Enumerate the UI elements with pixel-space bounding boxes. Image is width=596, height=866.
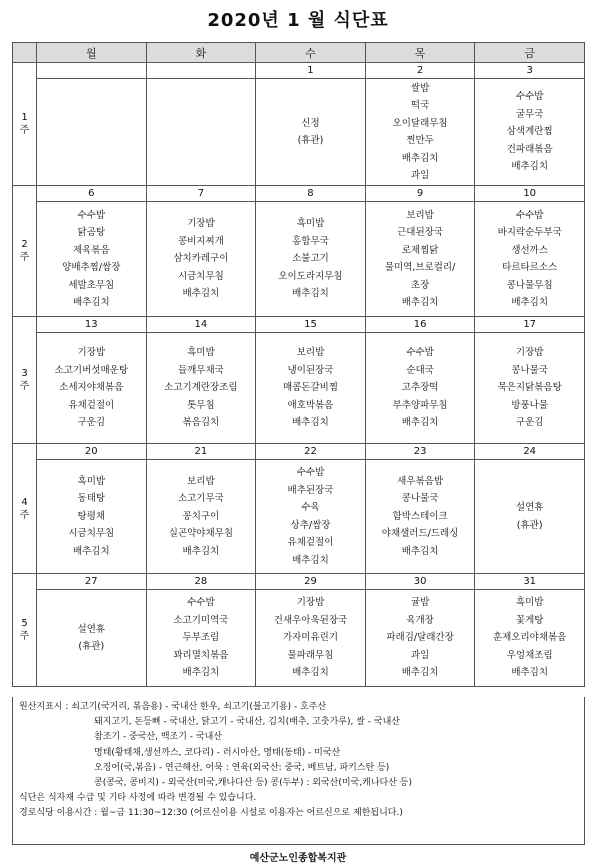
menu-item: 방풍나물 <box>511 399 549 411</box>
menu-item: 콩비지찌개 <box>177 235 224 247</box>
menu-item: 떡국 <box>410 100 430 111</box>
menu-cell-mon <box>37 79 147 186</box>
menu-item: 오이달래무침 <box>392 117 448 129</box>
menu-item: 시금치무침 <box>177 270 224 282</box>
week-label-part: 1 <box>21 112 28 123</box>
menu-item: 콩나물무침 <box>506 279 553 291</box>
menu-item: 흑미밥 <box>187 347 215 359</box>
menu-item: 과일 <box>410 649 430 661</box>
menu-item: 배추김치 <box>401 417 439 429</box>
menu-item: 기장밥 <box>515 347 544 359</box>
week-label-part: 주 <box>19 252 30 263</box>
menu-item: 보리밥 <box>187 475 215 487</box>
menu-item: 탕평채 <box>77 510 106 522</box>
meal-schedule-table <box>12 42 585 687</box>
menu-cell-fri <box>475 79 585 186</box>
menu-item: 구운김 <box>77 417 106 429</box>
date-cell-thu: 23 <box>365 444 475 460</box>
origin-line-1: 돼지고기, 돈등뼈 - 국내산, 닭고기 - 국내산, 김치(배추, 고춧가루), 쌀 - 국내산 <box>94 717 400 728</box>
menu-item: 물미역,브로컬리/ <box>384 262 456 273</box>
menu-item: 배추김치 <box>401 297 439 308</box>
menu-cell-fri <box>475 333 585 444</box>
week-label-5 <box>13 574 37 687</box>
week-label-part: 주 <box>19 381 30 392</box>
week-label-4 <box>13 444 37 574</box>
menu-item: 수수밥 <box>187 597 215 609</box>
menu-item: 유채겉절이 <box>287 537 334 548</box>
date-row-week-1 <box>13 63 585 79</box>
menu-item: 육개장 <box>406 614 434 626</box>
menu-item: 배추된장국 <box>287 484 334 496</box>
menu-cell-wed <box>256 460 366 574</box>
day-header-mon: 월 <box>37 43 147 63</box>
menu-item: (휴관) <box>297 135 324 146</box>
day-header-fri: 금 <box>475 43 585 63</box>
menu-item: 세발초무침 <box>68 279 115 291</box>
menu-item: 함박스테이크 <box>392 510 448 522</box>
date-cell-mon: 6 <box>37 186 147 202</box>
menu-item: 보리밥 <box>406 209 434 221</box>
week-label-part: 주 <box>19 125 30 136</box>
menu-item: 배추김치 <box>401 545 439 557</box>
date-cell-tue: 28 <box>146 574 256 590</box>
menu-item: 부추양파무침 <box>392 399 448 411</box>
menu-cell-thu <box>365 202 475 317</box>
week-label-part: 4 <box>21 496 28 508</box>
date-cell-fri: 10 <box>475 186 585 202</box>
menu-item: 배추김치 <box>292 288 329 300</box>
menu-item: 흑미밥 <box>296 218 325 230</box>
date-cell-tue: 14 <box>146 317 256 333</box>
menu-item: 설연휴 <box>515 502 544 513</box>
menu-cell-thu <box>365 460 475 574</box>
menu-row-week-5 <box>13 590 585 687</box>
date-cell-tue <box>146 63 256 79</box>
menu-item: 기장밥 <box>296 597 325 609</box>
menu-item: 배추김치 <box>72 297 110 308</box>
menu-item: 제육볶음 <box>72 244 110 256</box>
menu-cell-thu <box>365 590 475 687</box>
menu-item: 고추장떡 <box>401 382 439 394</box>
date-cell-wed: 1 <box>256 63 366 79</box>
date-cell-wed: 29 <box>256 574 366 590</box>
menu-item: 소고기계란장조림 <box>164 382 238 394</box>
menu-item: 과일 <box>410 170 430 181</box>
date-cell-mon: 20 <box>37 444 147 460</box>
date-cell-fri: 17 <box>475 317 585 333</box>
menu-item: 가자미유린기 <box>282 632 339 644</box>
menu-item: 꽁치구이 <box>182 510 220 522</box>
menu-item: 소고기무국 <box>177 493 224 505</box>
menu-row-week-4 <box>13 460 585 574</box>
menu-item: 소고기버섯매운탕 <box>54 364 128 376</box>
origin-line-3: 명태(황태채,생선까스, 코다리) - 러시아산, 명태(동태) - 미국산 <box>94 747 341 758</box>
date-row-week-4 <box>13 444 585 460</box>
date-cell-tue: 21 <box>146 444 256 460</box>
header-corner <box>13 43 37 63</box>
menu-item: 톳무침 <box>187 399 215 411</box>
menu-item: 꽈리멸치볶음 <box>173 649 229 661</box>
menu-row-week-1 <box>13 79 585 186</box>
menu-item: 상추/쌈장 <box>290 519 331 531</box>
menu-item: 흑미밥 <box>515 597 544 609</box>
menu-item: 물파래무침 <box>287 649 334 661</box>
menu-item: 건파래볶음 <box>506 143 553 155</box>
menu-item: 구운김 <box>515 417 544 429</box>
menu-item: 수수밥 <box>515 209 544 221</box>
menu-cell-mon <box>37 333 147 444</box>
menu-item: 보리밥 <box>296 347 325 359</box>
change-notice: 식단은 식자재 수급 및 기타 사정에 따라 변경될 수 있습니다. <box>19 793 257 804</box>
date-cell-wed: 22 <box>256 444 366 460</box>
menu-item: 콩나물국 <box>401 493 439 505</box>
menu-item: 찐만두 <box>406 135 434 146</box>
date-row-week-3 <box>13 317 585 333</box>
menu-cell-thu <box>365 79 475 186</box>
menu-item: 건새우아욱된장국 <box>273 614 348 626</box>
date-cell-thu: 9 <box>365 186 475 202</box>
menu-item: 유채겉절이 <box>68 399 115 411</box>
menu-cell-fri <box>475 590 585 687</box>
menu-item: 배추김치 <box>292 667 329 679</box>
menu-item: 쌀밥 <box>410 82 430 94</box>
origin-text-0: 쇠고기(국거리, 볶음용) - 국내산 한우, 쇠고기(불고기용) - 호주산 <box>71 702 327 712</box>
origin-line-4: 오징어(국,볶음) - 연근해산, 어묵 : 연육(외국산: 중국, 베트남, 파키스탄 등) <box>94 762 390 773</box>
menu-cell-thu <box>365 333 475 444</box>
notes-section <box>12 697 585 845</box>
menu-cell-mon <box>37 460 147 574</box>
week-label-part: 2 <box>21 239 28 250</box>
menu-item: 시금치무침 <box>68 528 115 540</box>
menu-cell-mon <box>37 590 147 687</box>
menu-item: 배추김치 <box>401 667 439 679</box>
menu-item: 두부조림 <box>182 632 220 644</box>
menu-item: 냉이된장국 <box>287 364 334 376</box>
menu-item: 배추김치 <box>511 297 549 308</box>
date-cell-thu: 2 <box>365 63 475 79</box>
dining-hours: 경로식당 이용시간 : 월~금 11:30~12:30 (어르신이용 시설로 이용자는 어르신으로 제한됩니다.) <box>19 808 403 819</box>
date-cell-mon <box>37 63 147 79</box>
day-header-wed: 수 <box>256 43 366 63</box>
date-row-week-2 <box>13 186 585 202</box>
week-label-1 <box>13 63 37 186</box>
menu-item: 타르타르소스 <box>502 262 558 273</box>
menu-cell-mon <box>37 202 147 317</box>
origin-line-5: 콩(콩국, 콩비지) - 외국산(미국,캐나다산 등) 콩(두부) : 외국산(미국,캐나다산 등) <box>94 778 412 789</box>
menu-cell-wed <box>256 590 366 687</box>
menu-cell-tue <box>146 333 256 444</box>
menu-item: 홍합무국 <box>292 235 329 247</box>
menu-item: 초장 <box>410 279 430 291</box>
date-cell-wed: 8 <box>256 186 366 202</box>
menu-item: 배추김치 <box>511 161 549 173</box>
week-label-part: 5 <box>21 618 28 629</box>
menu-item: 들깨무채국 <box>177 364 224 376</box>
menu-item: 야채샐러드/드레싱 <box>381 528 459 540</box>
menu-item: 실곤약야채무침 <box>168 528 234 540</box>
week-label-part: 주 <box>19 509 30 521</box>
date-cell-thu: 30 <box>365 574 475 590</box>
menu-row-week-2 <box>13 202 585 317</box>
menu-item: 근대된장국 <box>397 227 444 238</box>
menu-item: 배추김치 <box>292 417 329 429</box>
menu-item: 소고기미역국 <box>173 614 229 626</box>
menu-item: 파래김/달래간장 <box>386 632 454 644</box>
date-cell-thu: 16 <box>365 317 475 333</box>
date-cell-mon: 13 <box>37 317 147 333</box>
menu-item: 삼색계란찜 <box>506 126 553 138</box>
menu-item: 바지락순두부국 <box>497 227 562 238</box>
menu-item: 양배추찜/쌈장 <box>62 262 121 273</box>
menu-cell-fri <box>475 202 585 317</box>
menu-item: 순대국 <box>406 364 434 376</box>
menu-cell-wed <box>256 79 366 186</box>
date-row-week-5 <box>13 574 585 590</box>
menu-item: 배추김치 <box>182 545 220 557</box>
origin-line-2: 참조기 - 중국산, 백조기 - 국내산 <box>94 732 222 743</box>
menu-item: 수수밥 <box>406 347 434 359</box>
week-label-part: 주 <box>19 631 30 642</box>
origin-label: 원산지표시 : <box>19 702 69 712</box>
menu-item: 수수밥 <box>296 467 325 478</box>
menu-cell-tue <box>146 202 256 317</box>
menu-item: 설연휴 <box>77 623 106 635</box>
menu-cell-tue <box>146 590 256 687</box>
menu-cell-wed <box>256 202 366 317</box>
menu-item: 동태탕 <box>77 493 106 505</box>
menu-item: (휴관) <box>78 641 105 652</box>
menu-item: 로제찜닭 <box>401 244 439 256</box>
menu-cell-fri <box>475 460 585 574</box>
menu-item: 배추김치 <box>182 288 220 300</box>
menu-item: 훈제오리야채볶음 <box>492 632 567 644</box>
menu-item: 오이도라지무침 <box>278 270 343 282</box>
date-cell-fri: 3 <box>475 63 585 79</box>
menu-item: 흑미밥 <box>77 475 106 487</box>
menu-item: 닭곰탕 <box>77 227 106 238</box>
menu-item: 수육 <box>301 502 320 513</box>
menu-item: 신정 <box>301 117 320 129</box>
organization-name: 예산군노인종합복지관 <box>249 853 347 864</box>
menu-item: 생선까스 <box>511 244 549 256</box>
menu-item: 수수밥 <box>77 209 106 221</box>
menu-item: 애호박볶음 <box>287 399 334 411</box>
menu-item: 볶음김치 <box>182 417 220 429</box>
day-header-row <box>13 43 585 63</box>
menu-item: 꽃게탕 <box>515 614 544 626</box>
menu-item: 배추김치 <box>72 545 110 557</box>
menu-item: 콩나물국 <box>511 364 549 376</box>
menu-item: 배추김치 <box>292 554 329 566</box>
day-header-tue: 화 <box>146 43 256 63</box>
week-label-2 <box>13 186 37 317</box>
date-cell-fri: 24 <box>475 444 585 460</box>
date-cell-tue: 7 <box>146 186 256 202</box>
menu-item: 수수밥 <box>515 91 544 103</box>
origin-line-0 <box>19 700 578 715</box>
menu-item: 기장밥 <box>187 218 215 230</box>
date-cell-fri: 31 <box>475 574 585 590</box>
menu-row-week-3 <box>13 333 585 444</box>
page-title: 2020년 1 월 식단표 <box>207 10 389 31</box>
week-body <box>13 63 585 687</box>
menu-item: 우엉채조림 <box>506 649 553 661</box>
menu-item: 배추김치 <box>401 152 439 164</box>
menu-item: 귤밥 <box>410 597 430 609</box>
date-cell-wed: 15 <box>256 317 366 333</box>
menu-item: 묵은지닭볶음탕 <box>497 382 562 394</box>
menu-item: 매콤돈갈비찜 <box>282 382 339 394</box>
date-cell-mon: 27 <box>37 574 147 590</box>
menu-item: (휴관) <box>516 519 543 531</box>
menu-item: 배추김치 <box>511 667 549 679</box>
menu-item: 굴무국 <box>515 108 544 120</box>
menu-item: 기장밥 <box>77 347 106 359</box>
menu-item: 배추김치 <box>182 667 220 679</box>
menu-cell-wed <box>256 333 366 444</box>
week-label-3 <box>13 317 37 444</box>
menu-item: 소불고기 <box>292 253 329 265</box>
menu-item: 삼치카레구이 <box>173 253 229 265</box>
day-header-thu: 목 <box>365 43 475 63</box>
menu-item: 새우볶음밥 <box>397 475 444 487</box>
menu-cell-tue <box>146 460 256 574</box>
menu-cell-tue <box>146 79 256 186</box>
week-label-part: 3 <box>21 368 28 379</box>
menu-item: 소세지야채볶음 <box>59 382 124 394</box>
